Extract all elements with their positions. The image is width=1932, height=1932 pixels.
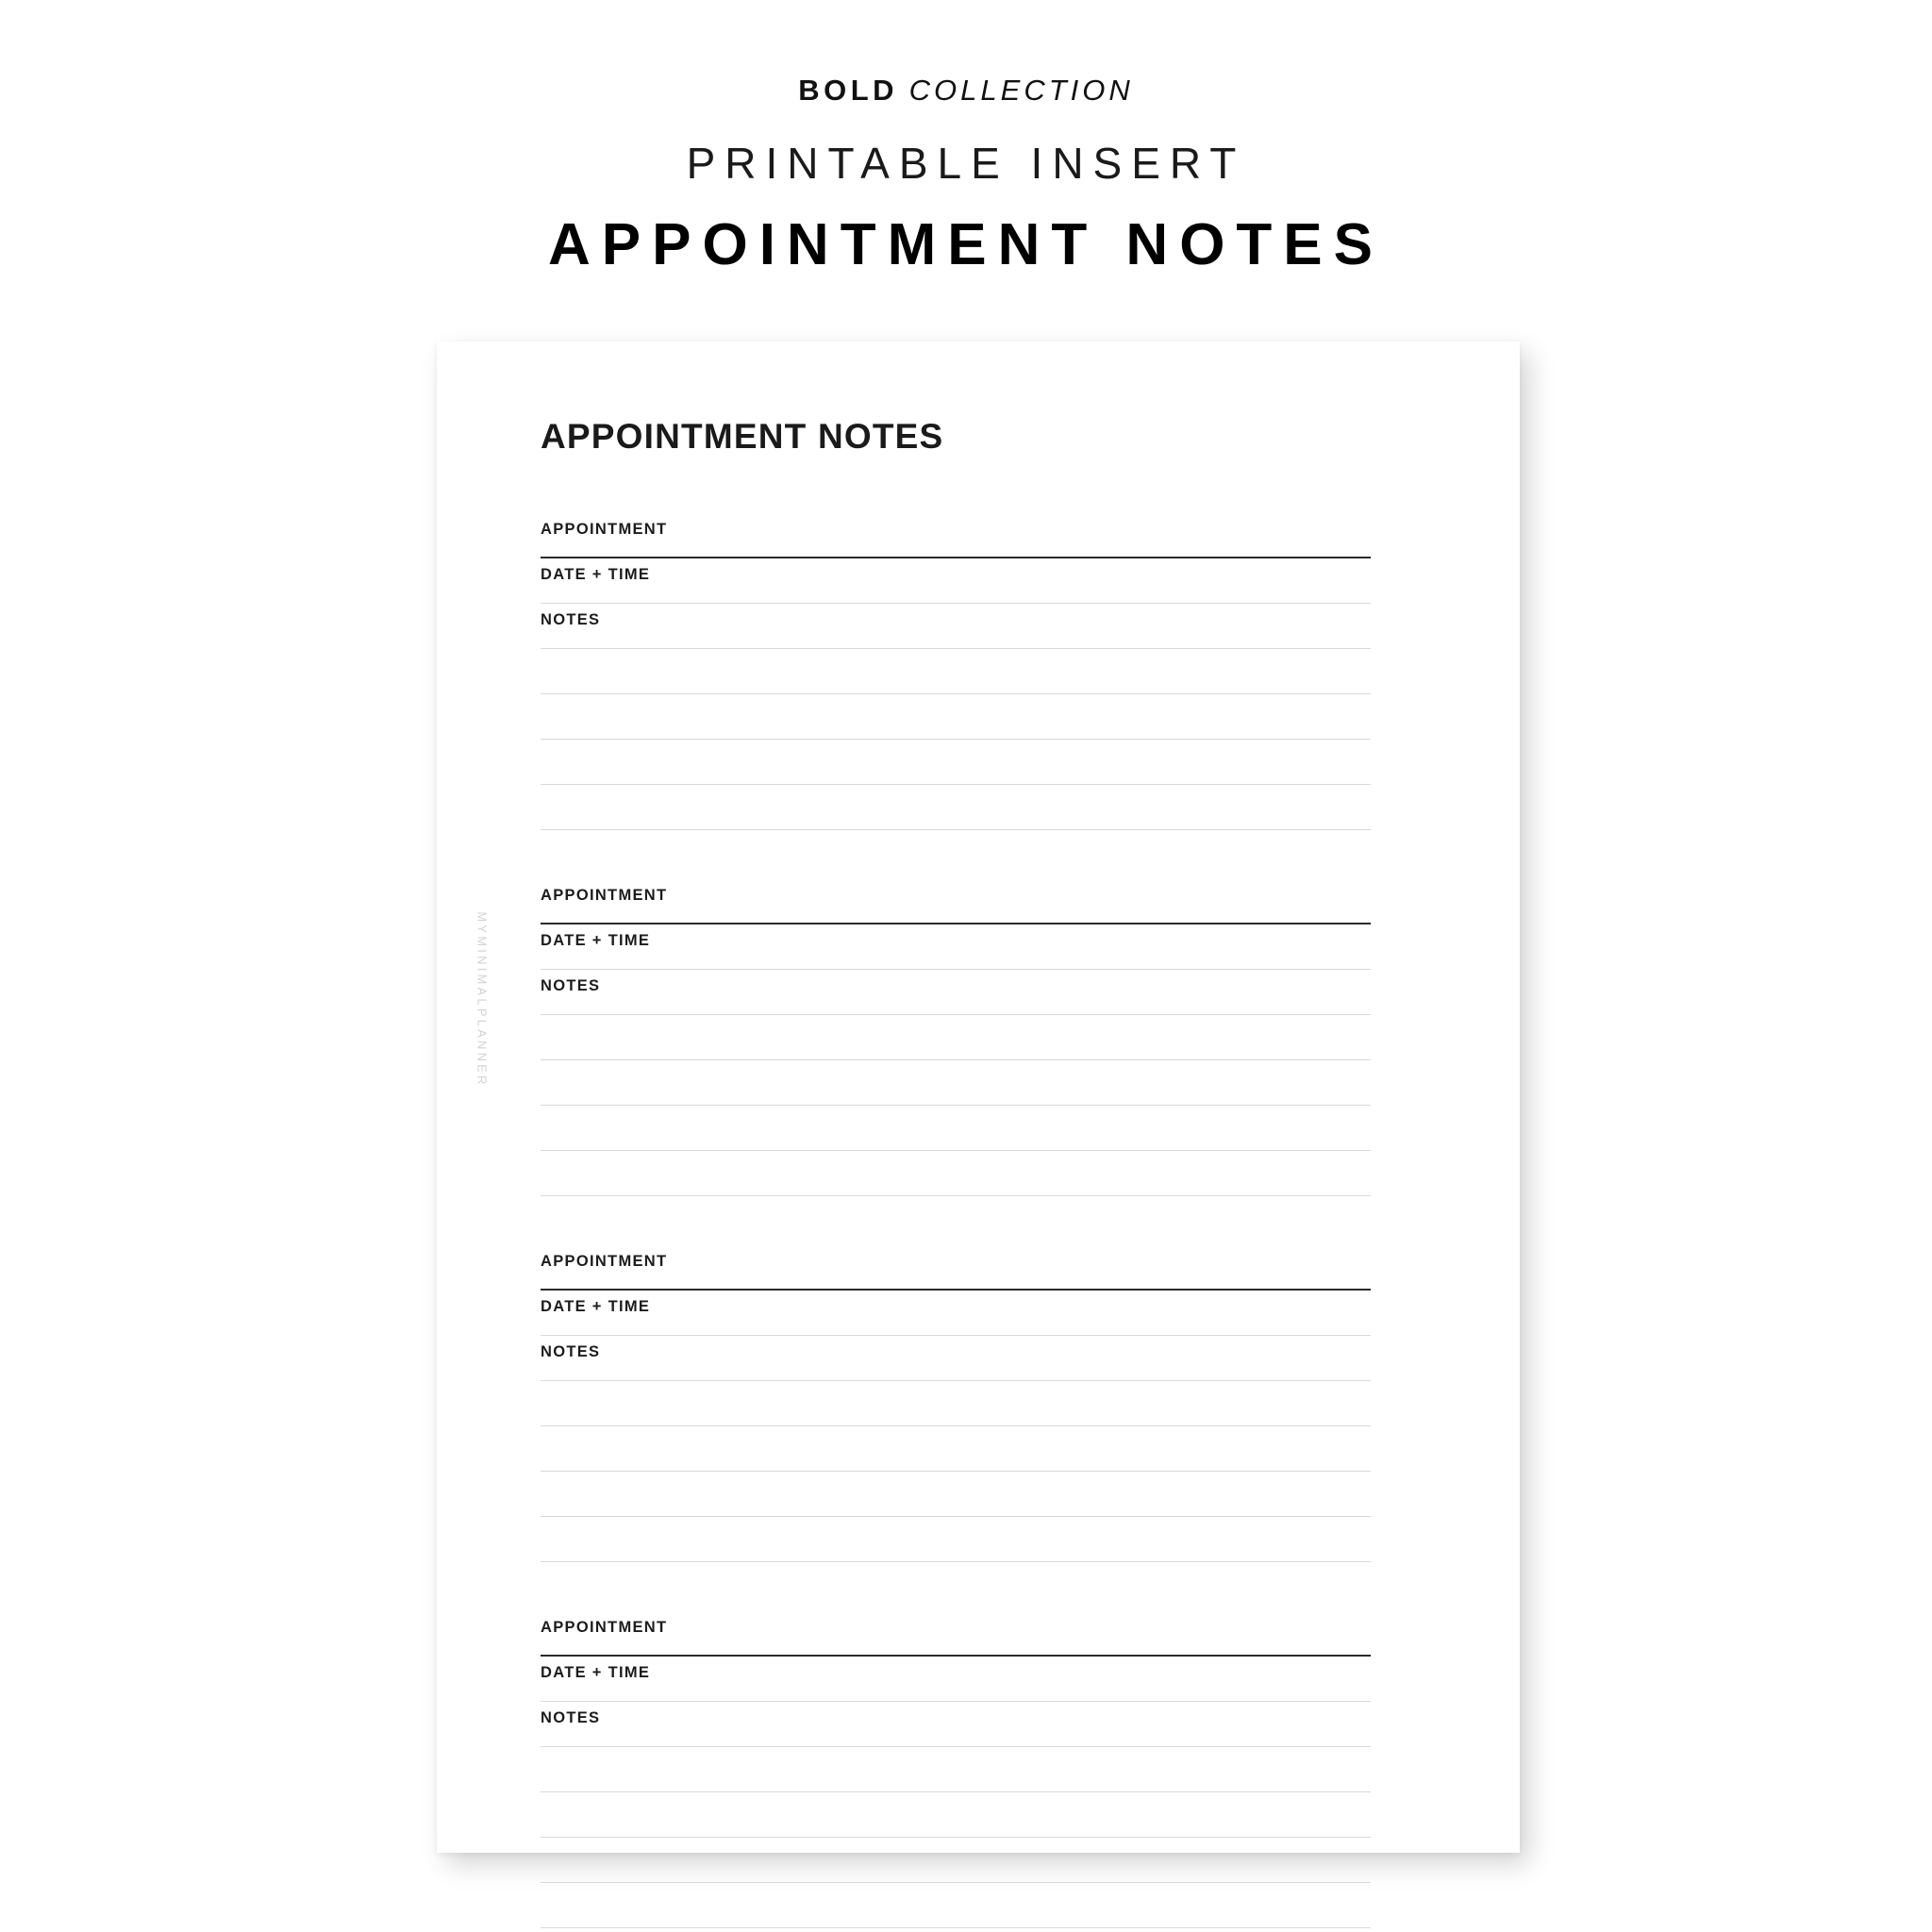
notes-line[interactable] xyxy=(541,1106,1371,1151)
notes-line[interactable] xyxy=(541,1792,1371,1838)
appointment-label: APPOINTMENT xyxy=(541,1619,668,1636)
notes-label: NOTES xyxy=(541,611,601,628)
page-sheet xyxy=(437,341,1520,1853)
poster-header xyxy=(0,0,1932,278)
notes-line[interactable] xyxy=(541,1151,1371,1196)
notes-line-rule xyxy=(541,1927,1371,1928)
notes-line-rule xyxy=(541,1195,1371,1196)
appointment-field-row[interactable] xyxy=(541,513,1371,558)
date-time-label: DATE + TIME xyxy=(541,566,651,583)
appointment-block xyxy=(541,879,1371,1196)
appointment-label: APPOINTMENT xyxy=(541,521,668,538)
notes-line[interactable] xyxy=(541,1883,1371,1928)
date-time-field-row[interactable] xyxy=(541,1657,1371,1702)
notes-label: NOTES xyxy=(541,1343,601,1360)
appointment-block xyxy=(541,513,1371,830)
notes-line[interactable] xyxy=(541,649,1371,694)
notes-field-row[interactable] xyxy=(541,1336,1371,1381)
notes-line[interactable] xyxy=(541,1426,1371,1472)
notes-line-rule xyxy=(541,1561,1371,1562)
notes-field-row[interactable] xyxy=(541,1702,1371,1747)
notes-writing-lines xyxy=(541,1747,1371,1928)
notes-writing-lines xyxy=(541,1015,1371,1196)
poster-title: APPOINTMENT NOTES xyxy=(547,212,1385,277)
notes-writing-lines xyxy=(541,649,1371,830)
appointment-field-row[interactable] xyxy=(541,879,1371,924)
notes-line[interactable] xyxy=(541,1060,1371,1106)
appointment-label: APPOINTMENT xyxy=(541,1253,668,1270)
date-time-label: DATE + TIME xyxy=(541,1298,651,1315)
appointment-block xyxy=(541,1611,1371,1928)
block-spacer xyxy=(541,1562,1371,1611)
brand-watermark: MYMINIMALPLANNER xyxy=(475,911,490,1088)
appointment-label: APPOINTMENT xyxy=(541,887,668,904)
notes-line[interactable] xyxy=(541,1472,1371,1517)
notes-line-rule xyxy=(541,829,1371,830)
date-time-field-row[interactable] xyxy=(541,1291,1371,1336)
notes-field-row[interactable] xyxy=(541,970,1371,1015)
date-time-field-row[interactable] xyxy=(541,924,1371,970)
appointment-field-row[interactable] xyxy=(541,1245,1371,1291)
notes-line[interactable] xyxy=(541,1747,1371,1792)
date-time-label: DATE + TIME xyxy=(541,932,651,949)
notes-label: NOTES xyxy=(541,977,601,994)
kicker-italic-text: COLLECTION xyxy=(908,74,1134,107)
notes-line[interactable] xyxy=(541,1517,1371,1562)
notes-line[interactable] xyxy=(541,785,1371,830)
notes-line[interactable] xyxy=(541,694,1371,740)
notes-label: NOTES xyxy=(541,1709,601,1726)
collection-kicker xyxy=(0,74,1932,108)
date-time-label: DATE + TIME xyxy=(541,1664,651,1681)
notes-line[interactable] xyxy=(541,1015,1371,1060)
appointment-blocks xyxy=(541,513,1371,1928)
block-spacer xyxy=(541,830,1371,879)
notes-field-row[interactable] xyxy=(541,604,1371,649)
appointment-block xyxy=(541,1245,1371,1562)
poster-subtitle: PRINTABLE INSERT xyxy=(686,139,1246,188)
kicker-bold-text: BOLD xyxy=(798,74,899,107)
page-title: APPOINTMENT NOTES xyxy=(541,417,944,456)
notes-writing-lines xyxy=(541,1381,1371,1562)
printable-page-preview xyxy=(437,341,1520,1853)
notes-line[interactable] xyxy=(541,1381,1371,1426)
notes-line[interactable] xyxy=(541,740,1371,785)
appointment-field-row[interactable] xyxy=(541,1611,1371,1657)
block-spacer xyxy=(541,1196,1371,1245)
notes-line[interactable] xyxy=(541,1838,1371,1883)
date-time-field-row[interactable] xyxy=(541,558,1371,604)
